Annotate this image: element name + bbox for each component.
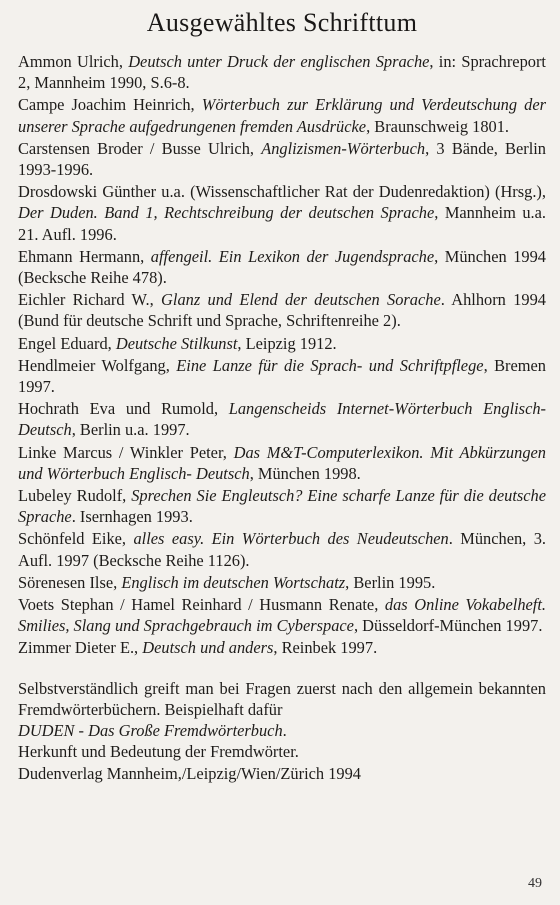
entry-author: Voets Stephan / Hamel Reinhard / Husmann Renate,	[18, 595, 385, 615]
entry-publication: , Düsseldorf-München 1997.	[353, 616, 543, 636]
entry-author: Eichler Richard W.,	[18, 290, 162, 310]
page-title: Ausgewähltes Schrifttum	[146, 8, 418, 37]
bibliography-entry	[18, 138, 546, 180]
bibliography-list	[18, 51, 546, 659]
entry-title: Deutsche Stilkunst	[115, 333, 238, 353]
note-book-title: DUDEN - Das Große Fremdwörterbuch	[18, 721, 283, 741]
entry-title: Anglizismen-Wörterbuch	[261, 138, 426, 158]
entry-title: affengeil. Ein Lexikon der Jugendsprache	[150, 246, 435, 266]
entry-publication: , 3 Bände, Berlin 1993-1996.	[18, 138, 546, 180]
closing-note	[18, 678, 546, 784]
entry-publication: , Braunschweig 1801.	[366, 116, 510, 136]
entry-author: Hendlmeier Wolfgang,	[18, 355, 177, 375]
entry-publication: . München, 3. Aufl. 1997 (Becksche Reihe 1126).	[18, 529, 547, 570]
entry-title: Glanz und Elend der deutschen Sorache	[161, 290, 441, 310]
bibliography-entry	[18, 246, 546, 288]
page-number: 49	[528, 876, 542, 891]
entry-author: Campe Joachim Heinrich,	[18, 95, 202, 115]
entry-publication: , Berlin 1995.	[345, 572, 436, 592]
entry-author: Ammon Ulrich,	[18, 52, 129, 71]
entry-author: Ehmann Hermann,	[18, 246, 151, 266]
entry-title: Deutsch unter Druck der englischen Sprache	[128, 52, 430, 71]
bibliography-entry	[18, 572, 546, 593]
entry-publication: , München 1994 (Becksche Reihe 478).	[18, 246, 547, 288]
entry-author: Sörenesen Ilse,	[18, 572, 122, 592]
note-line-3: Dudenverlag Mannheim,/Leipzig/Wien/Zürich 1994	[18, 763, 361, 783]
entry-title: alles easy. Ein Wörterbuch des Neudeutschen	[133, 529, 449, 549]
bibliography-entry	[18, 594, 546, 636]
entry-title: das Online Vokabelheft. Smilies, Slang und Sprachgebrauch im Cyberspace	[18, 595, 546, 636]
entry-publication: . Ahlhorn 1994 (Bund für deutsche Schrift und Sprache, Schriftenreihe 2).	[18, 290, 546, 331]
entry-title: Das M&T-Computerlexikon. Mit Abkürzungen und Wörterbuch Englisch- Deutsch	[18, 442, 546, 483]
note-book-line	[18, 720, 546, 741]
entry-author: Hochrath Eva und Rumold,	[18, 399, 229, 419]
bibliography-entry	[18, 181, 546, 245]
bibliography-entry	[18, 442, 546, 484]
entry-author: Lubeley Rudolf,	[18, 486, 132, 506]
entry-author: Zimmer Dieter E.,	[18, 638, 143, 658]
entry-title: Langenscheids Internet-Wörterbuch Englisch-Deutsch	[18, 399, 546, 440]
note-line-2: Herkunft und Bedeutung der Fremdwörter.	[18, 742, 299, 762]
entry-publication: , Mannheim u.a. 21. Aufl. 1996.	[18, 203, 546, 244]
entry-title: Sprechen Sie Engleutsch? Eine scharfe Lanze für die deutsche Sprache	[18, 486, 547, 527]
bibliography-entry	[18, 485, 546, 527]
bibliography-entry	[18, 289, 546, 331]
entry-author: Engel Eduard,	[18, 333, 116, 353]
bibliography-entry	[18, 398, 546, 440]
entry-publication: , in: Sprachreport 2, Mannheim 1990, S.6-8.	[18, 52, 546, 93]
entry-title: Wörterbuch zur Erklärung und Verdeutschung der unserer Sprache aufgedrungenen fremden Ausdrücke	[18, 95, 546, 136]
page	[18, 8, 546, 784]
entry-publication: , Leipzig 1912.	[237, 333, 337, 353]
entry-author: Drosdowski Günther u.a. (Wissenschaftlicher Rat der Dudenredaktion) (Hrsg.),	[18, 182, 546, 202]
bibliography-entry	[18, 355, 546, 397]
entry-publication: , Reinbek 1997.	[273, 638, 378, 658]
entry-title: Eine Lanze für die Sprach- und Schriftpflege	[176, 355, 484, 375]
bibliography-entry	[18, 528, 546, 570]
entry-author: Schönfeld Eike,	[18, 529, 134, 549]
entry-publication: . Isernhagen 1993.	[71, 507, 193, 527]
entry-title: Deutsch und anders	[142, 638, 274, 658]
note-paragraph: Selbstverständlich greift man bei Fragen zuerst nach den allgemein bekannten Fremdwörterbüchern. Beispielhaft dafür	[18, 678, 546, 719]
entry-publication: , Berlin u.a. 1997.	[71, 420, 190, 440]
entry-publication: , Bremen 1997.	[18, 355, 546, 397]
entry-author: Carstensen Broder / Busse Ulrich,	[18, 138, 262, 158]
bibliography-entry	[18, 637, 546, 658]
bibliography-entry	[18, 333, 546, 354]
entry-publication: , München 1998.	[249, 463, 361, 483]
entry-author: Linke Marcus / Winkler Peter,	[18, 442, 234, 462]
note-book-end: .	[282, 721, 287, 741]
entry-title: Englisch im deutschen Wortschatz	[121, 572, 346, 592]
bibliography-entry	[18, 94, 546, 136]
bibliography-entry	[18, 51, 546, 93]
entry-title: Der Duden. Band 1, Rechtschreibung der deutschen Sprache	[18, 203, 435, 223]
